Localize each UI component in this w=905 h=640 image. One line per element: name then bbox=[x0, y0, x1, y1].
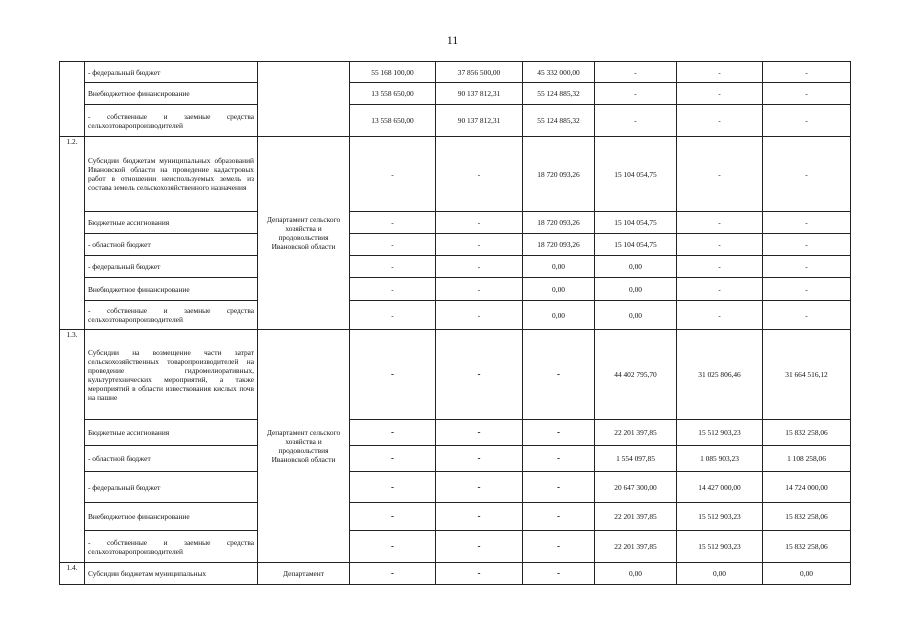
value-cell: - bbox=[763, 212, 851, 234]
value-cell: 15 104 054,75 bbox=[595, 212, 677, 234]
value-cell: - bbox=[677, 301, 763, 330]
value-cell: - bbox=[350, 301, 436, 330]
table-row bbox=[60, 330, 851, 420]
value-cell: 15 104 054,75 bbox=[595, 234, 677, 256]
value-cell: 37 856 500,00 bbox=[436, 62, 523, 83]
value-cell: - bbox=[350, 420, 436, 446]
value-cell: - bbox=[350, 278, 436, 301]
row-number: 1.2. bbox=[60, 137, 85, 330]
row-description: - федеральный бюджет bbox=[85, 472, 258, 503]
value-cell: 15 832 258,06 bbox=[763, 420, 851, 446]
value-cell: - bbox=[763, 83, 851, 105]
value-cell: - bbox=[763, 62, 851, 83]
value-cell: - bbox=[436, 330, 523, 420]
value-cell: - bbox=[677, 278, 763, 301]
value-cell: 15 104 054,75 bbox=[595, 137, 677, 212]
value-cell: - bbox=[763, 301, 851, 330]
table-row bbox=[60, 83, 851, 105]
value-cell: 15 832 258,06 bbox=[763, 531, 851, 563]
value-cell: 15 512 903,23 bbox=[677, 420, 763, 446]
budget-table bbox=[59, 61, 851, 585]
row-description: Субсидии бюджетам муниципальных bbox=[85, 563, 258, 585]
value-cell: 0,00 bbox=[523, 256, 595, 278]
value-cell: - bbox=[677, 137, 763, 212]
row-number bbox=[60, 62, 85, 137]
value-cell: 0,00 bbox=[523, 301, 595, 330]
value-cell: 1 108 258,06 bbox=[763, 446, 851, 472]
value-cell: - bbox=[763, 278, 851, 301]
value-cell: - bbox=[595, 105, 677, 137]
department-cell bbox=[258, 62, 350, 137]
value-cell: - bbox=[595, 83, 677, 105]
value-cell: - bbox=[350, 446, 436, 472]
value-cell: - bbox=[350, 472, 436, 503]
value-cell: 0,00 bbox=[595, 563, 677, 585]
value-cell: - bbox=[350, 531, 436, 563]
value-cell: - bbox=[523, 420, 595, 446]
table-row bbox=[60, 503, 851, 531]
value-cell: 45 332 000,00 bbox=[523, 62, 595, 83]
row-description: - областной бюджет bbox=[85, 234, 258, 256]
value-cell: - bbox=[350, 212, 436, 234]
value-cell: 1 085 903,23 bbox=[677, 446, 763, 472]
value-cell: 18 720 093,26 bbox=[523, 137, 595, 212]
value-cell: - bbox=[436, 301, 523, 330]
value-cell: 0,00 bbox=[595, 256, 677, 278]
value-cell: - bbox=[677, 62, 763, 83]
value-cell: 0,00 bbox=[677, 563, 763, 585]
value-cell: 15 832 258,06 bbox=[763, 503, 851, 531]
value-cell: 22 201 397,85 bbox=[595, 531, 677, 563]
table-row bbox=[60, 256, 851, 278]
value-cell: - bbox=[763, 234, 851, 256]
value-cell: - bbox=[436, 256, 523, 278]
row-description: - федеральный бюджет bbox=[85, 256, 258, 278]
row-description: Внебюджетное финансирование bbox=[85, 83, 258, 105]
value-cell: 14 427 000,00 bbox=[677, 472, 763, 503]
value-cell: 22 201 397,85 bbox=[595, 503, 677, 531]
value-cell: 22 201 397,85 bbox=[595, 420, 677, 446]
value-cell: - bbox=[523, 446, 595, 472]
value-cell: 31 025 806,46 bbox=[677, 330, 763, 420]
value-cell: - bbox=[350, 234, 436, 256]
value-cell: - bbox=[350, 503, 436, 531]
value-cell: - bbox=[677, 234, 763, 256]
row-description: Внебюджетное финансирование bbox=[85, 278, 258, 301]
row-number: 1.3. bbox=[60, 330, 85, 563]
value-cell: - bbox=[350, 256, 436, 278]
value-cell: 55 168 100,00 bbox=[350, 62, 436, 83]
value-cell: 20 647 300,00 bbox=[595, 472, 677, 503]
value-cell: - bbox=[436, 420, 523, 446]
value-cell: 90 137 812,31 bbox=[436, 83, 523, 105]
table-row bbox=[60, 531, 851, 563]
value-cell: - bbox=[677, 105, 763, 137]
value-cell: 55 124 885,32 bbox=[523, 83, 595, 105]
table-row bbox=[60, 212, 851, 234]
page-number: 11 bbox=[446, 33, 459, 47]
value-cell: - bbox=[763, 137, 851, 212]
value-cell: - bbox=[436, 234, 523, 256]
value-cell: 15 512 903,23 bbox=[677, 503, 763, 531]
value-cell: - bbox=[436, 212, 523, 234]
value-cell: - bbox=[436, 446, 523, 472]
row-description: - собственные и заемные средства сельхозтоваропроизводителей bbox=[85, 105, 258, 137]
value-cell: 14 724 000,00 bbox=[763, 472, 851, 503]
value-cell: 13 558 650,00 bbox=[350, 105, 436, 137]
value-cell: 0,00 bbox=[523, 278, 595, 301]
row-description: Субсидии бюджетам муниципальных образований Ивановской области на проведение кадастровых работ в отношении неиспользуемых земель из состава земель сельскохозяйственного назначения bbox=[85, 137, 258, 212]
value-cell: - bbox=[350, 563, 436, 585]
value-cell: - bbox=[677, 256, 763, 278]
department-cell: Департамент bbox=[258, 563, 350, 585]
department-cell: Департамент сельского хозяйства и продовольствия Ивановской области bbox=[258, 137, 350, 330]
value-cell: - bbox=[436, 503, 523, 531]
value-cell: - bbox=[763, 105, 851, 137]
row-description: Внебюджетное финансирование bbox=[85, 503, 258, 531]
value-cell: 90 137 812,31 bbox=[436, 105, 523, 137]
value-cell: - bbox=[523, 563, 595, 585]
value-cell: - bbox=[436, 563, 523, 585]
value-cell: 1 554 097,85 bbox=[595, 446, 677, 472]
table-row bbox=[60, 563, 851, 585]
value-cell: - bbox=[763, 256, 851, 278]
table-row bbox=[60, 105, 851, 137]
value-cell: 0,00 bbox=[763, 563, 851, 585]
value-cell: 0,00 bbox=[595, 301, 677, 330]
table-row bbox=[60, 137, 851, 212]
value-cell: - bbox=[523, 472, 595, 503]
row-description: - собственные и заемные средства сельхозтоваропроизводителей bbox=[85, 301, 258, 330]
value-cell: - bbox=[350, 137, 436, 212]
table-row bbox=[60, 472, 851, 503]
value-cell: 15 512 903,23 bbox=[677, 531, 763, 563]
value-cell: 18 720 093,26 bbox=[523, 212, 595, 234]
department-cell: Департамент сельского хозяйства и продовольствия Ивановской области bbox=[258, 330, 350, 563]
value-cell: - bbox=[595, 62, 677, 83]
value-cell: 31 664 516,12 bbox=[763, 330, 851, 420]
value-cell: 44 402 795,70 bbox=[595, 330, 677, 420]
value-cell: - bbox=[523, 330, 595, 420]
row-description: Субсидии на возмещение части затрат сельскохозяйственных товаропроизводителей на проведение гидромелиоративных, культуртехнических мероприятий, а также мероприятий в области известкования кислых почв на пашне bbox=[85, 330, 258, 420]
table-row bbox=[60, 62, 851, 83]
value-cell: - bbox=[436, 278, 523, 301]
value-cell: - bbox=[436, 472, 523, 503]
value-cell: - bbox=[350, 330, 436, 420]
table-row bbox=[60, 446, 851, 472]
value-cell: - bbox=[523, 531, 595, 563]
row-description: - собственные и заемные средства сельхозтоваропроизводителей bbox=[85, 531, 258, 563]
value-cell: - bbox=[436, 137, 523, 212]
table-row bbox=[60, 420, 851, 446]
value-cell: - bbox=[677, 83, 763, 105]
row-description: Бюджетные ассигнования bbox=[85, 420, 258, 446]
row-description: Бюджетные ассигнования bbox=[85, 212, 258, 234]
row-description: - федеральный бюджет bbox=[85, 62, 258, 83]
row-description: - областной бюджет bbox=[85, 446, 258, 472]
table-row bbox=[60, 234, 851, 256]
row-number: 1.4. bbox=[60, 563, 85, 585]
value-cell: 13 558 650,00 bbox=[350, 83, 436, 105]
value-cell: - bbox=[677, 212, 763, 234]
table-row bbox=[60, 278, 851, 301]
value-cell: 55 124 885,32 bbox=[523, 105, 595, 137]
value-cell: - bbox=[523, 503, 595, 531]
table-row bbox=[60, 301, 851, 330]
value-cell: - bbox=[436, 531, 523, 563]
value-cell: 0,00 bbox=[595, 278, 677, 301]
value-cell: 18 720 093,26 bbox=[523, 234, 595, 256]
